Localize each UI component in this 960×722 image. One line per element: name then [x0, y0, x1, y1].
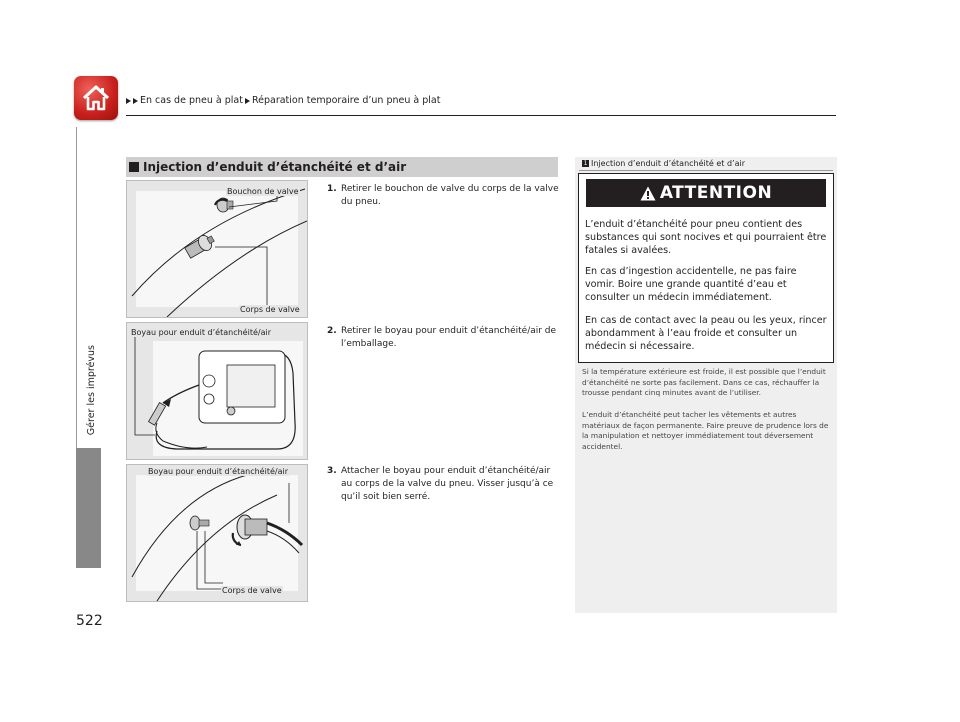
section-title: Injection d’enduit d’étanchéité et d’air: [143, 160, 407, 174]
breadcrumb: [126, 95, 440, 106]
step-3: [327, 465, 559, 504]
callout-valve-cap: Bouchon de valve: [227, 187, 299, 196]
step-text: Retirer le bouchon de valve du corps de la valve du pneu.: [341, 184, 559, 207]
warning-paragraph: L’enduit d’étanchéité pour pneu contient des substances qui sont nocives et qui pourraient être fatales si avalées.: [585, 219, 827, 256]
home-icon: [81, 83, 111, 113]
note-panel: [575, 157, 837, 613]
breadcrumb-arrow-icon: [245, 98, 250, 104]
breadcrumb-arrow-icon: [126, 98, 131, 104]
step-text: Attacher le boyau pour enduit d’étanchéité/air au corps de la valve du pneu. Visser jusqu’à ce qu’il soit bien serré.: [341, 466, 554, 502]
step-1: [327, 183, 559, 209]
breadcrumb-arrow-icon: [133, 98, 138, 104]
valve-cap-illustration: [127, 181, 307, 317]
section-header: [126, 157, 558, 177]
sidebar-divider: [76, 127, 77, 449]
step-number: 1.: [327, 184, 337, 194]
breadcrumb-item[interactable]: En cas de pneu à plat: [140, 95, 243, 106]
note-reference-icon: 1: [583, 160, 588, 167]
callout-valve-body: Corps de valve: [222, 586, 282, 595]
note-paragraph: Si la température extérieure est froide, il est possible que l’enduit d’étanchéité ne sorte pas facilement. Dans ce cas, réchauffer la trousse pendant cinq minutes avant de l’utiliser.: [582, 367, 826, 397]
figure-sealant-hose: [126, 322, 308, 460]
step-number: 2.: [327, 326, 337, 336]
warning-paragraph: En cas d’ingestion accidentelle, ne pas faire vomir. Boire une grande quantité d’eau et consulter un médecin immédiatement.: [585, 266, 797, 303]
header-divider: [126, 115, 836, 116]
note-divider: [579, 170, 833, 171]
note-paragraph: L’enduit d’étanchéité peut tacher les vêtements et autres matériaux de façon permanente. Faire preuve de prudence lors de la manipulation et nettoyer immédiatement tout déversement accidentel.: [582, 410, 829, 451]
note-title: 1 Injection d’enduit d’étanchéité et d’air: [583, 159, 746, 168]
step-2: [327, 325, 559, 351]
step-text: Retirer le boyau pour enduit d’étanchéité/air de l’emballage.: [341, 326, 557, 349]
callout-sealant-hose: Boyau pour enduit d’étanchéité/air: [148, 467, 288, 476]
section-bullet-icon: [129, 162, 139, 172]
callout-sealant-hose: Boyau pour enduit d’étanchéité/air: [131, 328, 271, 337]
chapter-label: Gérer les imprévus: [85, 344, 97, 436]
sealant-kit-illustration: [127, 323, 307, 459]
callout-valve-body: Corps de valve: [240, 305, 300, 314]
breadcrumb-item-current: Réparation temporaire d’un pneu à plat: [251, 95, 441, 106]
page-number: 522: [76, 613, 103, 629]
chapter-tab[interactable]: [76, 448, 101, 568]
figure-valve-cap: [126, 180, 308, 318]
home-button[interactable]: [74, 76, 118, 120]
step-number: 3.: [327, 466, 337, 476]
warning-paragraph: En cas de contact avec la peau ou les yeux, rincer abondamment à l’eau froide et consulter un médecin si nécessaire.: [585, 315, 827, 352]
attach-hose-illustration: [127, 465, 307, 601]
warning-heading: ATTENTION: [586, 179, 826, 207]
figure-attach-hose: [126, 464, 308, 602]
warning-icon: [640, 186, 656, 201]
warning-box: [578, 173, 834, 363]
